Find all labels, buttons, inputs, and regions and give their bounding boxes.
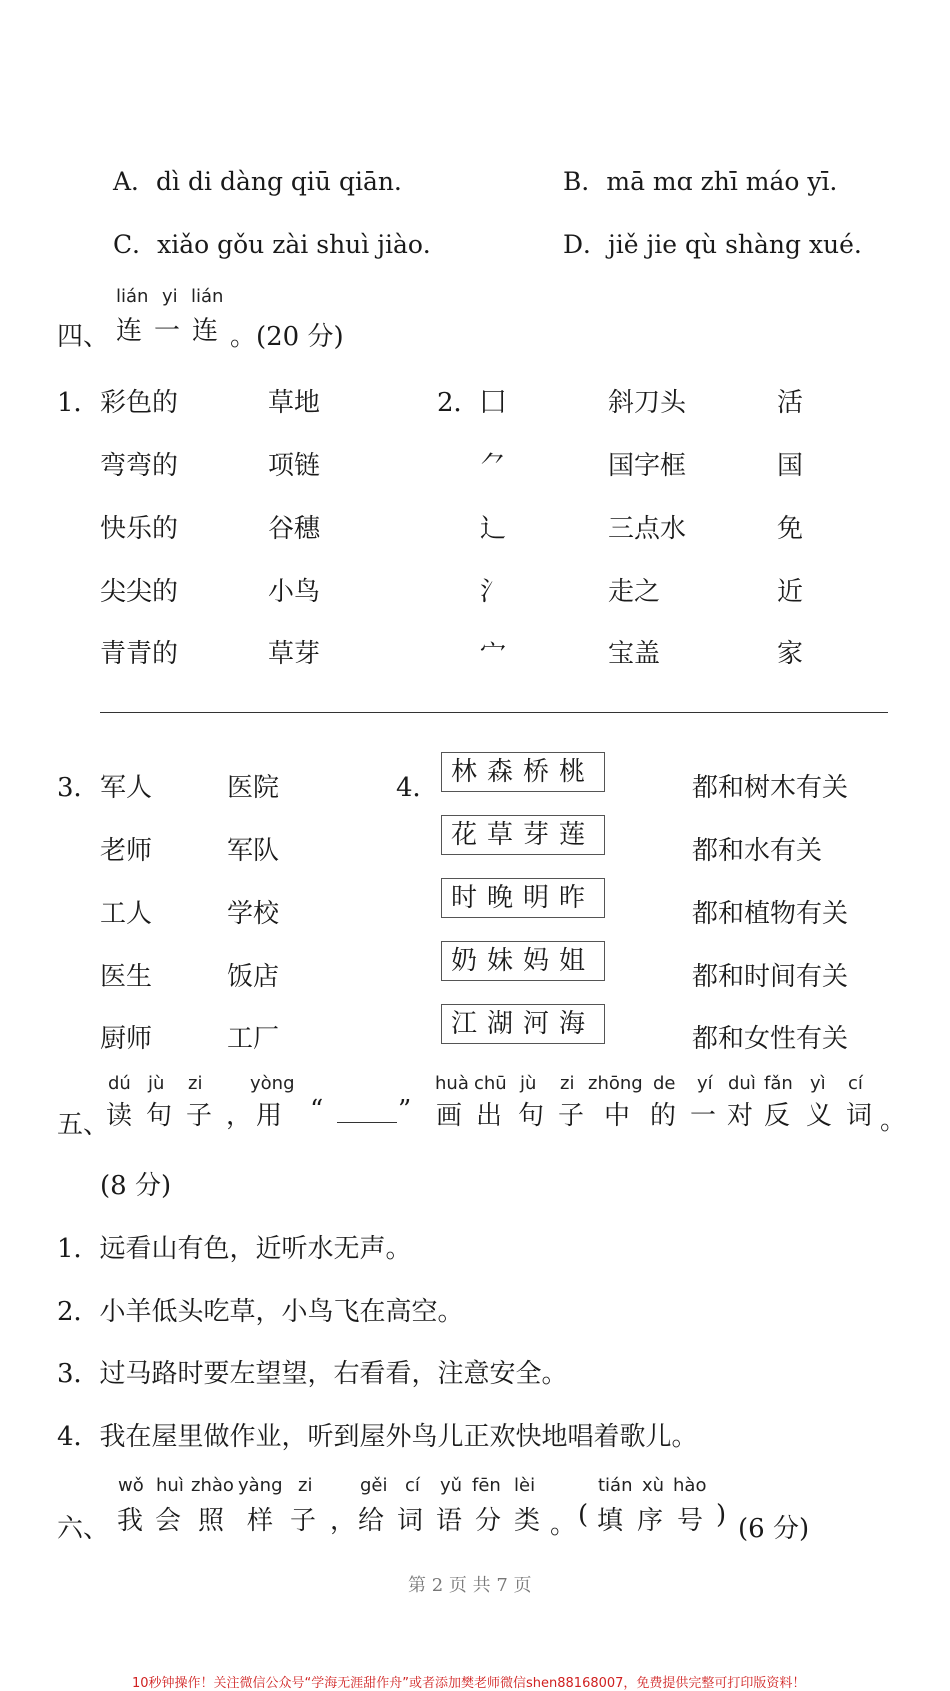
q1-right-5: 草芽 <box>268 639 321 669</box>
s6-py-12: xù <box>642 1475 665 1496</box>
q2-char-2: 国 <box>777 451 804 481</box>
q2-name-3: 三点水 <box>608 514 687 544</box>
s6-ch-5: 子 <box>290 1506 317 1536</box>
s6-ch-4: 样 <box>247 1506 274 1536</box>
option-d: D．jiě jie qù shàng xué． <box>563 230 879 259</box>
s5-py-1: dú <box>108 1073 131 1094</box>
q1-right-4: 小鸟 <box>268 577 321 607</box>
q1-left-2: 弯弯的 <box>100 451 179 481</box>
q2-radical-2: ⺈ <box>480 451 507 481</box>
q4-box-4: 奶妹妈姐 <box>441 941 605 981</box>
sentence-1: 1．远看山有色，近听水无声。 <box>57 1234 412 1264</box>
section5-prefix: 五、 <box>57 1110 110 1140</box>
q3-right-3: 学校 <box>227 899 280 929</box>
s6-py-6: gěi <box>360 1475 388 1496</box>
s6-py-11: tián <box>598 1475 633 1496</box>
s5-py-10: de <box>653 1073 676 1094</box>
option-a: A．dì di dàng qiū qiān． <box>113 167 419 196</box>
s6-ch-17: ) <box>716 1500 727 1530</box>
q4-category-5: 都和女性有关 <box>692 1024 849 1054</box>
s5-ch-9: 出 <box>476 1101 503 1131</box>
sentence-2: 2．小羊低头吃草，小鸟飞在高空。 <box>57 1297 464 1327</box>
s5-ch-13: 的 <box>650 1101 677 1131</box>
s6-ch-2: 会 <box>155 1506 182 1536</box>
s5-ch-19: 。 <box>880 1106 907 1136</box>
section5-score: (8 分) <box>100 1171 172 1201</box>
s5-ch-15: 对 <box>727 1101 754 1131</box>
section6-prefix: 六、 <box>57 1514 110 1544</box>
promo-note: 10秒钟操作！关注微信公众号“学海无涯甜作舟”或者添加樊老师微信shen88168007，免费提供完整可打印版资料！ <box>132 1676 806 1691</box>
q4-category-1: 都和树木有关 <box>692 773 849 803</box>
s6-py-13: hào <box>673 1475 707 1496</box>
s6-py-7: cí <box>405 1475 420 1496</box>
s5-ch-18: 词 <box>846 1101 873 1131</box>
s6-ch-9: 语 <box>436 1506 463 1536</box>
s5-ch-2: 句 <box>146 1101 173 1131</box>
s6-py-10: lèi <box>514 1475 536 1496</box>
s5-ch-1: 读 <box>106 1101 133 1131</box>
s5-ch-16: 反 <box>764 1101 791 1131</box>
section6-score: (6 分) <box>738 1514 810 1544</box>
section4-pinyin-1: lián <box>116 286 149 307</box>
s6-ch-3: 照 <box>198 1506 225 1536</box>
sentence-4: 4．我在屋里做作业，听到屋外鸟儿正欢快地唱着歌儿。 <box>57 1422 698 1452</box>
section4-pinyin-3: lián <box>191 286 224 307</box>
s5-py-4: yòng <box>250 1073 295 1094</box>
s5-ch-14: 一 <box>690 1101 717 1131</box>
q1-right-3: 谷穗 <box>268 514 321 544</box>
s5-ch-17: 义 <box>806 1101 833 1131</box>
s5-py-13: fǎn <box>764 1073 793 1094</box>
s5-py-12: duì <box>728 1073 756 1094</box>
q3-left-2: 老师 <box>100 836 153 866</box>
s6-ch-15: 序 <box>637 1506 664 1536</box>
s5-ch-10: 句 <box>518 1101 545 1131</box>
q2-radical-5: 宀 <box>480 639 507 669</box>
s5-py-15: cí <box>848 1073 863 1094</box>
s6-ch-7: 给 <box>358 1506 385 1536</box>
s6-py-5: zi <box>298 1475 313 1496</box>
q2-name-4: 走之 <box>608 577 661 607</box>
q3-left-5: 厨师 <box>100 1024 153 1054</box>
s5-ch-3: 子 <box>186 1101 213 1131</box>
page-number: 第 2 页 共 7 页 <box>408 1575 532 1596</box>
q3-right-1: 医院 <box>227 773 280 803</box>
s6-py-4: yàng <box>238 1475 283 1496</box>
s5-ch-8: 画 <box>436 1101 463 1131</box>
q2-number: 2． <box>437 388 480 418</box>
q3-left-1: 军人 <box>100 773 153 803</box>
s6-py-1: wǒ <box>118 1475 144 1496</box>
q4-box-2: 花草芽莲 <box>441 815 605 855</box>
s5-py-11: yí <box>697 1073 713 1094</box>
s5-ch-7: ” <box>398 1095 412 1125</box>
q2-name-1: 斜刀头 <box>608 388 687 418</box>
q2-char-4: 近 <box>777 577 804 607</box>
q2-name-5: 宝盖 <box>608 639 661 669</box>
q3-left-3: 工人 <box>100 899 153 929</box>
q2-name-2: 国字框 <box>608 451 687 481</box>
s5-ch-12: 中 <box>604 1101 631 1131</box>
s5-py-9: zhōng <box>588 1073 643 1094</box>
s5-py-5: huà <box>435 1073 469 1094</box>
s5-py-2: jù <box>148 1073 165 1094</box>
s6-ch-1: 我 <box>117 1506 144 1536</box>
s5-ch-4: ， <box>226 1101 253 1131</box>
q2-char-3: 免 <box>777 514 804 544</box>
s6-ch-14: 填 <box>597 1506 624 1536</box>
answer-blank <box>337 1100 397 1127</box>
section4-prefix: 四、 <box>57 322 110 352</box>
s6-py-3: zhào <box>191 1475 234 1496</box>
q4-box-3: 时晚明昨 <box>441 878 605 918</box>
s6-ch-11: 类 <box>514 1506 541 1536</box>
s5-py-6: chū <box>474 1073 507 1094</box>
q1-left-3: 快乐的 <box>100 514 179 544</box>
option-b: B．mā mɑ zhī máo yī． <box>563 167 855 196</box>
s6-py-9: fēn <box>472 1475 501 1496</box>
s5-ch-5: 用 <box>256 1101 283 1131</box>
q2-char-1: 活 <box>777 388 804 418</box>
divider-line <box>100 712 888 713</box>
q1-right-2: 项链 <box>268 451 321 481</box>
q1-left-1: 彩色的 <box>100 388 179 418</box>
q4-category-4: 都和时间有关 <box>692 962 849 992</box>
section4-title: 连一连 <box>116 316 231 346</box>
s6-py-8: yǔ <box>440 1475 463 1496</box>
q3-right-2: 军队 <box>227 836 280 866</box>
q2-char-5: 家 <box>777 639 804 669</box>
q2-radical-1: 囗 <box>480 388 507 418</box>
q1-number: 1． <box>57 388 100 418</box>
sentence-3: 3．过马路时要左望望，右看看，注意安全。 <box>57 1359 568 1389</box>
q2-radical-4: 氵 <box>480 577 507 607</box>
s5-ch-11: 子 <box>558 1101 585 1131</box>
section4-pinyin-2: yi <box>162 286 178 307</box>
s5-py-3: zi <box>188 1073 203 1094</box>
s6-py-2: huì <box>156 1475 184 1496</box>
q1-right-1: 草地 <box>268 388 321 418</box>
s6-ch-12: 。 <box>550 1510 577 1540</box>
q4-category-2: 都和水有关 <box>692 836 823 866</box>
q3-number: 3． <box>57 773 100 803</box>
q3-right-4: 饭店 <box>227 962 280 992</box>
q4-box-5: 江湖河海 <box>441 1004 605 1044</box>
q3-left-4: 医生 <box>100 962 153 992</box>
s6-ch-13: ( <box>578 1500 589 1530</box>
q4-category-3: 都和植物有关 <box>692 899 849 929</box>
q1-left-4: 尖尖的 <box>100 577 179 607</box>
option-c: C．xiǎo gǒu zài shuì jiào． <box>113 230 448 259</box>
s5-py-7: jù <box>520 1073 537 1094</box>
q1-left-5: 青青的 <box>100 639 179 669</box>
s5-ch-6: “ <box>310 1095 324 1125</box>
s5-py-14: yì <box>810 1073 826 1094</box>
q2-radical-3: 辶 <box>480 514 507 544</box>
s5-py-8: zi <box>560 1073 575 1094</box>
s6-ch-10: 分 <box>475 1506 502 1536</box>
s6-ch-16: 号 <box>677 1506 704 1536</box>
q3-right-5: 工厂 <box>227 1024 280 1054</box>
q4-box-1: 林森桥桃 <box>441 752 605 792</box>
s6-ch-6: ， <box>330 1506 357 1536</box>
q4-number: 4． <box>396 773 439 803</box>
s6-ch-8: 词 <box>397 1506 424 1536</box>
section4-score: 。(20 分) <box>230 322 344 352</box>
